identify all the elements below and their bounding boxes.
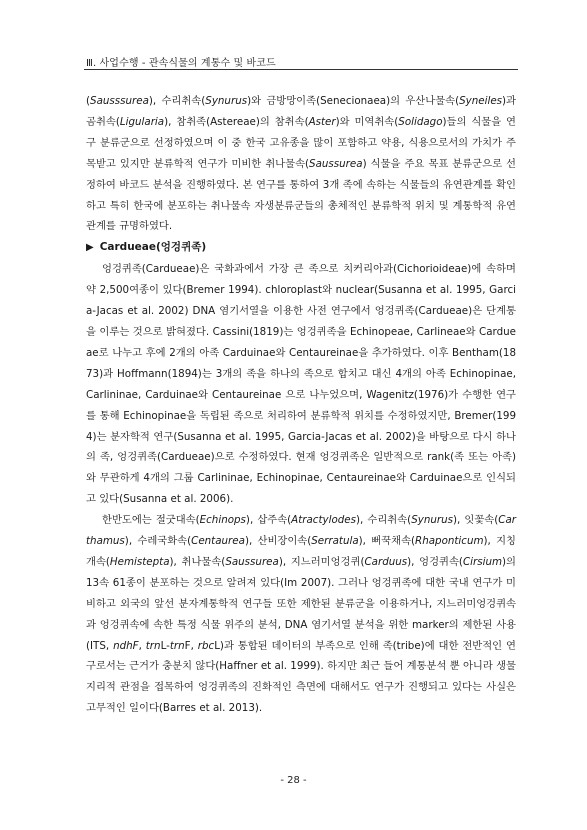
taxon-name: Saussurea (225, 555, 279, 568)
taxon-name: Centaurea (191, 535, 245, 548)
text-run: )들의 식물을 연구 분류군으로 선정하였으며 이 중 한국 고유종을 많이 포함하고 약용, 식용으로서의 가치가 주목받고 있지만 분류학적 연구가 미비한 취나물속( (86, 115, 516, 170)
text-run: ), 엉겅퀴속( (407, 555, 463, 568)
taxon-name: Rhaponticum (415, 535, 484, 548)
triangle-bullet-icon: ▶ (86, 242, 94, 254)
text-run: ), 잇꽃속( (453, 514, 499, 527)
taxon-name: Carduus (364, 555, 408, 568)
text-run: )와 미역취속( (335, 115, 399, 128)
taxon-name: Carthamus (86, 514, 516, 548)
text-run: ), 수리취속( (148, 95, 206, 107)
text-run: ), 참취족(Astereae)의 참취속( (164, 115, 309, 128)
paragraph-korea-genera (86, 510, 516, 719)
text-run: ( (86, 95, 91, 107)
text-run: )와 금방망이족(Senecionaea)의 우산나물속( (247, 95, 460, 107)
taxon-name: Solidago (398, 115, 443, 128)
text-run: ), 삽주속( (245, 514, 292, 527)
taxon-name: Serratula (311, 535, 359, 548)
taxon-name: Echinops (199, 514, 246, 527)
text-run: 엉겅퀴족(Cardueae)은 국화과에서 가장 큰 족으로 치커리아과(Cichorioideae)에 속하며 약 2,500여종이 있다(Bremer 1994). chloroplast와 nuclear(Susanna et al. 1995, Garcia-Jacas et al. 2002) DNA 염기서열을 이용한 사전 연구에서 엉겅퀴족(Cardueae)은 단계통을 이루는 것으로 밝혀졌다. Cassini(1819)는 엉겅퀴족을 Echinopeae, Carlineae와 Cardueae로 나누고 후에 2개의 아족 Carduinae와 Centaureinae을 추가하였다. 이후 Bentham(1873)과 Hoffmann(1894)는 3개의 족을 하나의 족으로 합치고 대신 4개의 아족 Echinopinae, Carlininae, Carduinae와 Centaureinae 으로 나누었으며, Wagenitz(1976)가 수행한 연구를 통해 Echinopinae을 독립된 족으로 처리하여 분류학적 위치를 수정하였지만, Bremer(1994)는 분자학적 연구(Susanna et al. 1995, Garcia-Jacas et al. 2002)을 바탕으로 다시 하나의 족, 엉겅퀴족(Cardueae)으로 수정하였다. 현재 엉겅퀴족은 일반적으로 rank(족 또는 아족)와 무관하게 4개의 그룹 Carlininae, Echinopinae, Centaureinae와 Carduinae으로 인식되고 있다(Susanna et al. 2006). (86, 263, 516, 506)
text-run: ), 뻐꾹채속( (358, 535, 416, 548)
paragraph-intro (86, 91, 516, 237)
taxon-name: Ligularia (119, 115, 165, 128)
text-run: ), 수레국화속( (124, 535, 192, 548)
section-title: Cardueae(엉겅퀴족) (99, 241, 207, 254)
text-run: F, (184, 639, 198, 652)
text-run: )의 13속 61종이 분포하는 것으로 알려져 있다(Im 2007). 그러나 엉겅퀴족에 대한 국내 연구가 미비하고 외국의 앞선 분자계통학적 연구들 또한 제한된 분류군을 이용하거나, 지느러미엉겅퀴속과 엉겅퀴속에 속한 특정 식물 위주의 분석, DNA 염기서열 분석을 위한 marker의 제한된 사용(ITS, (86, 555, 516, 652)
text-run: , (138, 639, 146, 652)
taxon-name: ndhF (113, 639, 139, 652)
taxon-name: trn (145, 639, 161, 652)
taxon-name: Sausssurea (90, 95, 149, 107)
text-run: ), 지칭개속( (86, 535, 516, 568)
page-header: Ⅲ. 사업수행 - 관속식물의 계통수 및 바코드 (86, 58, 276, 69)
paragraph-cardueae (86, 259, 516, 510)
text-run: ), 산비장이속( (244, 535, 312, 548)
taxon-name: Synurus (205, 95, 248, 107)
taxon-name: rbc (197, 639, 215, 652)
text-run: L- (160, 639, 170, 652)
section-heading (86, 237, 516, 259)
taxon-name: Cirsium (462, 555, 503, 568)
taxon-name: Hemistepta (109, 555, 170, 568)
taxon-name: Syneiles (459, 95, 503, 107)
text-run: ) 식물을 주요 목표 분류군으로 선정하여 바코드 분석을 진행하였다. 본 연구를 통하여 3개 족에 속하는 식물들의 유연관계를 확인하고 특히 한국에 분포하는 취나물속 자생분류군들의 총체적인 분류학적 위치 및 계통학적 유연관계를 규명하였다. (86, 157, 516, 233)
page-number: - 28 - (280, 775, 307, 786)
text-run: L)과 통합된 데이터의 부족으로 인해 족(tribe)에 대한 전반적인 연구로서는 근거가 충분치 않다(Haffner et al. 1999). 하지만 최근 들어 계통분석 뿐 아니라 생물지리적 관점을 접목하여 엉겅퀴족의 진화적인 측면에 대해서도 연구가 진행되고 있다는 사실은 고무적인 일이다(Barres et al. 2013). (86, 639, 516, 715)
taxon-name: trn (169, 639, 185, 652)
document-body (86, 91, 516, 719)
text-run: )과 곰취속( (86, 95, 516, 128)
header-rule (84, 69, 518, 70)
text-run: ), 수리취속( (356, 514, 412, 527)
text-run: ), 지느러미엉겅퀴( (278, 555, 365, 568)
text-run: ), 취나물속( (169, 555, 226, 568)
taxon-name: Aster (308, 115, 336, 128)
taxon-name: Atractylodes (291, 514, 356, 527)
taxon-name: Synurus (411, 514, 454, 527)
taxon-name: Saussurea (309, 157, 363, 170)
text-run: 한반도에는 절굿대속( (102, 514, 200, 527)
